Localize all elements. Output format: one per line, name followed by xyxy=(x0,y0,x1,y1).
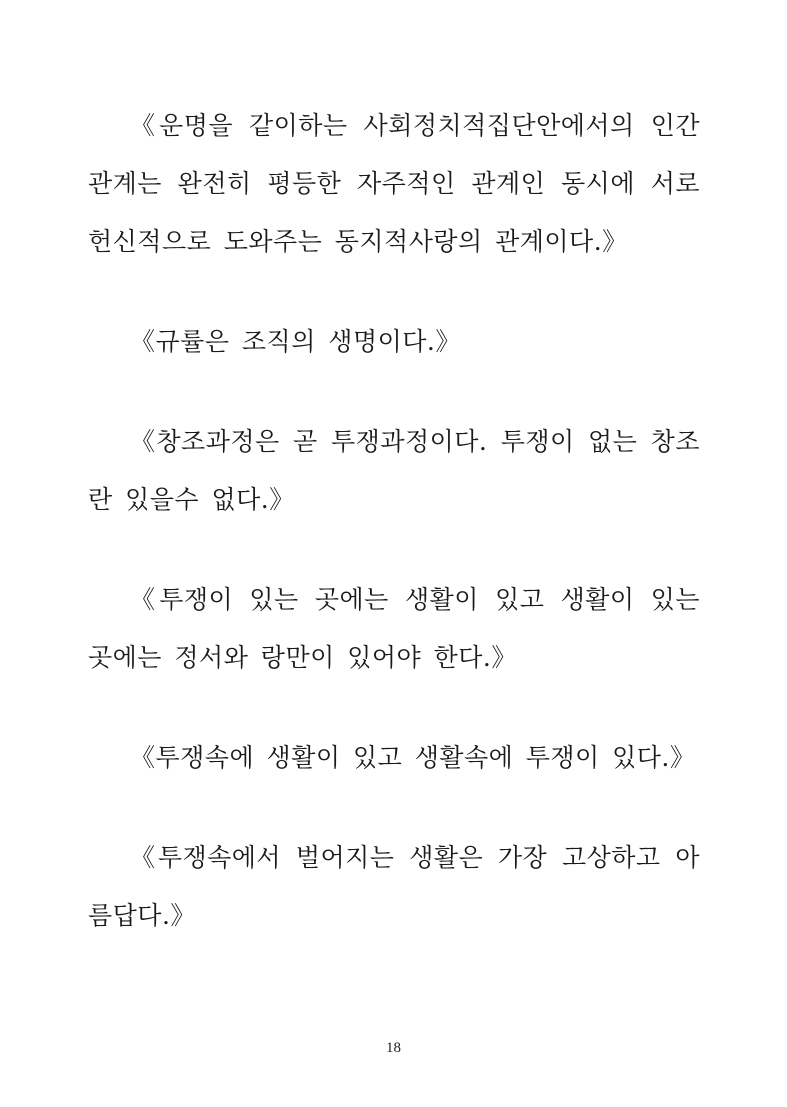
page-number: 18 xyxy=(386,1040,401,1056)
page-body xyxy=(88,97,700,945)
quote-paragraph-1: 《운명을 같이하는 사회정치적집단안에서의 인간관계는 완전히 평등한 자주적인 관계인 동시에 서로 헌신적으로 도와주는 동지적사랑의 관계이다.》 xyxy=(88,111,700,256)
quote-paragraph-3: 《창조과정은 곧 투쟁과정이다. 투쟁이 없는 창조란 있을수 없다.》 xyxy=(88,427,700,514)
quote-paragraph-2: 《규률은 조직의 생명이다.》 xyxy=(130,327,461,356)
quote-paragraph-5: 《투쟁속에 생활이 있고 생활속에 투쟁이 있다.》 xyxy=(130,743,696,772)
quote-paragraph-4: 《투쟁이 있는 곳에는 생활이 있고 생활이 있는 곳에는 정서와 랑만이 있어야 한다.》 xyxy=(88,585,700,672)
quote-paragraph-6: 《투쟁속에서 벌어지는 생활은 가장 고상하고 아름답다.》 xyxy=(88,843,700,930)
